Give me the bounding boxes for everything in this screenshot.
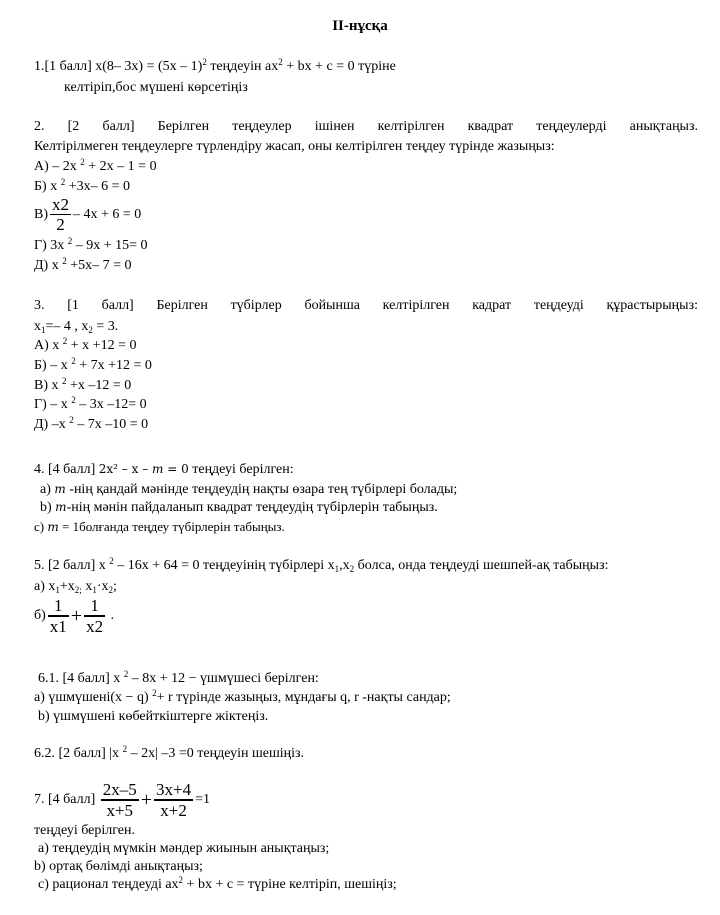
q2-c-label: В) <box>34 206 48 222</box>
q1-text-b: теңдеуін ax <box>206 59 279 74</box>
q5-b-num2: 1 <box>90 596 99 616</box>
q4-a-post: -нің қандай мәнінде теңдеудің нақты өзара тең түбірлері болады; <box>65 482 458 497</box>
q62-line <box>34 745 304 762</box>
q4-c-m: m <box>47 520 59 534</box>
q3-option-d <box>34 396 147 413</box>
q3-roots <box>34 318 118 335</box>
q1-text-c: + bx + c = 0 түріне <box>282 59 396 74</box>
q2-c-fraction <box>50 196 71 233</box>
q7-line2: теңдеуі берілген. <box>34 823 135 838</box>
q61-head-post: – 8x + 12 − үшмүшесі берілген: <box>128 671 319 686</box>
q5-a-mid2: x <box>81 579 93 594</box>
q7-c-post: + bx + c = түріне келтіріп, шешіңіз; <box>183 877 397 892</box>
q7-fraction-1 <box>101 781 139 818</box>
q4-b-post: -нің мәнін пайдаланып квадрат теңдеудің түбірлерін табыңыз. <box>66 500 438 515</box>
q4-b-pre: b) <box>40 500 56 515</box>
q7-den2: x+2 <box>160 800 187 820</box>
q2-d-post: – 9x + 15= 0 <box>72 238 148 253</box>
q4-item-b <box>40 499 438 516</box>
q5-head-pre: 5. [2 балл] x <box>34 558 110 573</box>
q7-item-c <box>38 876 397 893</box>
q3-b-sup: 2 <box>71 356 76 366</box>
q4-item-c <box>34 518 285 536</box>
q5-a-pre: а) x <box>34 579 56 594</box>
q5-b-post: . <box>107 608 115 624</box>
q2-c-num: x2 <box>52 195 69 214</box>
q61-item-b: b) үшмүшені көбейткіштерге жіктеңіз. <box>38 709 269 724</box>
q2-b-post: +3x– 6 = 0 <box>65 179 130 194</box>
q5-b-num1: 1 <box>54 596 63 616</box>
q1-line1 <box>34 58 396 75</box>
q7-num1: 2x–5 <box>102 780 137 800</box>
q3-e-pre: Д) –x <box>34 417 70 432</box>
q61-head-pre: 6.1. [4 балл] x <box>38 671 124 686</box>
q2-option-b <box>34 178 130 195</box>
q7-den1: x+5 <box>106 800 134 820</box>
q2-a-sup: 2 <box>80 157 85 167</box>
q5-head-post: болса, онда теңдеуді шешпей-ақ табыңыз: <box>354 558 609 573</box>
q5-a-sub4: 2 <box>108 585 113 595</box>
q2-b-sup: 2 <box>60 177 66 187</box>
q5-head-sub2: 2 <box>349 564 355 574</box>
q5-b-fraction-1 <box>48 597 69 634</box>
q5-b-den2: x2 <box>86 616 104 636</box>
q4-item-a <box>40 481 457 498</box>
q2-option-e <box>34 257 132 274</box>
q61-head <box>38 670 319 687</box>
q2-option-c <box>34 196 141 233</box>
q2-d-sup: 2 <box>67 236 73 246</box>
q5-a-mid3: ·x <box>96 579 109 594</box>
q5-item-a <box>34 578 117 595</box>
q1-line2: келтіріп,бос мүшені көрсетіңіз <box>64 80 248 95</box>
q62-pre: 6.2. [2 балл] |x <box>34 746 123 761</box>
q3-c-sup: 2 <box>62 376 67 386</box>
q4-c-pre: c) <box>34 519 48 534</box>
q4-a-pre: а) <box>40 482 55 497</box>
q2-option-d <box>34 237 148 254</box>
q3-d-sup: 2 <box>71 395 76 405</box>
q7-head <box>34 778 210 822</box>
q3-d-pre: Г) – x <box>34 397 72 412</box>
q3-a-pre: А) x <box>34 338 63 353</box>
q2-e-pre: Д) x <box>34 258 63 273</box>
q4-head-eq: 2x² – x – <box>98 462 153 476</box>
q5-b-den1: x1 <box>49 616 67 636</box>
q3-e-sup: 2 <box>69 415 74 425</box>
q5-head <box>34 557 608 574</box>
q61-a-pre: а) үшмүшені(x − q) <box>34 690 153 705</box>
q2-line2: Келтірілмеген теңдеулерге түрлендіру жасап, оны келтірілген теңдеу түрінде жазыңыз: <box>34 139 555 154</box>
q4-head-m: m <box>152 462 164 476</box>
q5-head-sup: 2 <box>109 556 114 566</box>
q5-b-fraction-2 <box>84 597 105 634</box>
q7-c-sup: 2 <box>178 875 184 885</box>
q3-c-pre: В) x <box>34 378 62 393</box>
q3-line1: 3. [1 балл] Берілген түбірлер бойынша келтірілген кадрат теңдеуді құрастырыңыз: <box>34 298 698 313</box>
q4-head-pre: 4. [4 балл] <box>34 462 99 477</box>
q7-label: 7. [4 балл] <box>34 792 96 808</box>
q2-e-post: +5x– 7 = 0 <box>66 258 132 273</box>
q2-e-sup: 2 <box>62 256 67 266</box>
q5-a-sub1: 1 <box>55 585 60 595</box>
q62-post: – 2x| –3 =0 теңдеуін шешіңіз. <box>127 746 305 761</box>
q5-b-plus: + <box>70 605 83 627</box>
q61-a-post: + r түрінде жазыңыз, мұндағы q, r -нақты сандар; <box>156 690 451 705</box>
q7-plus: + <box>140 789 153 811</box>
q5-a-post: ; <box>112 579 117 594</box>
q4-b-m: m <box>55 500 67 514</box>
q2-a-post: + 2x – 1 = 0 <box>84 159 157 174</box>
q1-sup-a: 2 <box>202 57 207 67</box>
q3-a-post: + x +12 = 0 <box>67 338 137 353</box>
q7-rhs: =1 <box>195 792 211 808</box>
q4-c-post: = 1болғанда теңдеу түбірлерін табыңыз. <box>58 519 285 534</box>
q4-head-eq-end: = 0 <box>163 462 189 476</box>
q3-roots-v2: = 3. <box>92 319 119 334</box>
q5-a-mid: +x <box>59 579 75 594</box>
q2-a-pre: А) – 2x <box>34 159 81 174</box>
q3-e-post: – 7x –10 = 0 <box>73 417 149 432</box>
q3-roots-sub1: 1 <box>41 325 46 335</box>
q61-item-a <box>34 689 451 706</box>
q2-c-post: – 4x + 6 = 0 <box>73 206 142 222</box>
q3-option-a <box>34 337 136 354</box>
q4-head <box>34 461 294 478</box>
q7-item-b: b) ортақ бөлімді анықтаңыз; <box>34 859 203 874</box>
q5-head-mid2: ,x <box>339 558 350 573</box>
q7-num2: 3x+4 <box>156 780 192 800</box>
q3-c-post: +x –12 = 0 <box>66 378 132 393</box>
q4-a-m: m <box>54 482 66 496</box>
q5-b-label: б) <box>34 608 46 624</box>
q5-head-mid: – 16x + 64 = 0 теңдеуінің түбірлері x <box>113 558 335 573</box>
q2-option-a <box>34 158 157 175</box>
q61-head-sup: 2 <box>123 669 129 679</box>
q2-line1: 2. [2 балл] Берілген теңдеулер ішінен келтірілген квадрат теңдеулерді анықтаңыз. <box>34 119 698 134</box>
q5-item-b <box>34 596 114 636</box>
page-title: ІІ-нұсқа <box>332 18 388 34</box>
q3-a-sup: 2 <box>62 336 68 346</box>
q3-roots-x1: x <box>34 319 41 334</box>
q3-d-post: – 3x –12= 0 <box>75 397 147 412</box>
q2-b-pre: Б) x <box>34 179 61 194</box>
q3-b-post: + 7x +12 = 0 <box>75 358 152 373</box>
q3-option-b <box>34 357 152 374</box>
q61-a-sup: 2 <box>152 688 157 698</box>
q2-c-den: 2 <box>56 215 65 235</box>
q3-b-pre: Б) – x <box>34 358 72 373</box>
q2-d-pre: Г) 3x <box>34 238 68 253</box>
q5-head-sub1: 1 <box>334 564 340 574</box>
q7-item-a: а) теңдеудің мүмкін мәндер жиынын анықтаңыз; <box>38 841 330 856</box>
q7-c-pre: с) рационал теңдеуді ax <box>38 877 179 892</box>
q3-roots-v1: =– 4 , x <box>45 319 89 334</box>
q3-option-c <box>34 377 131 394</box>
q5-a-sub2: 2; <box>74 585 82 595</box>
q3-option-e <box>34 416 148 433</box>
q7-fraction-2 <box>154 781 193 818</box>
q5-a-sub3: 1 <box>92 585 97 595</box>
q4-head-post: теңдеуі берілген: <box>188 462 294 477</box>
q1-sup-b: 2 <box>278 57 283 67</box>
q1-text-a: 1.[1 балл] x(8– 3x) = (5x – 1) <box>34 59 203 74</box>
q3-roots-sub2: 2 <box>88 325 93 335</box>
q62-sup: 2 <box>122 744 128 754</box>
